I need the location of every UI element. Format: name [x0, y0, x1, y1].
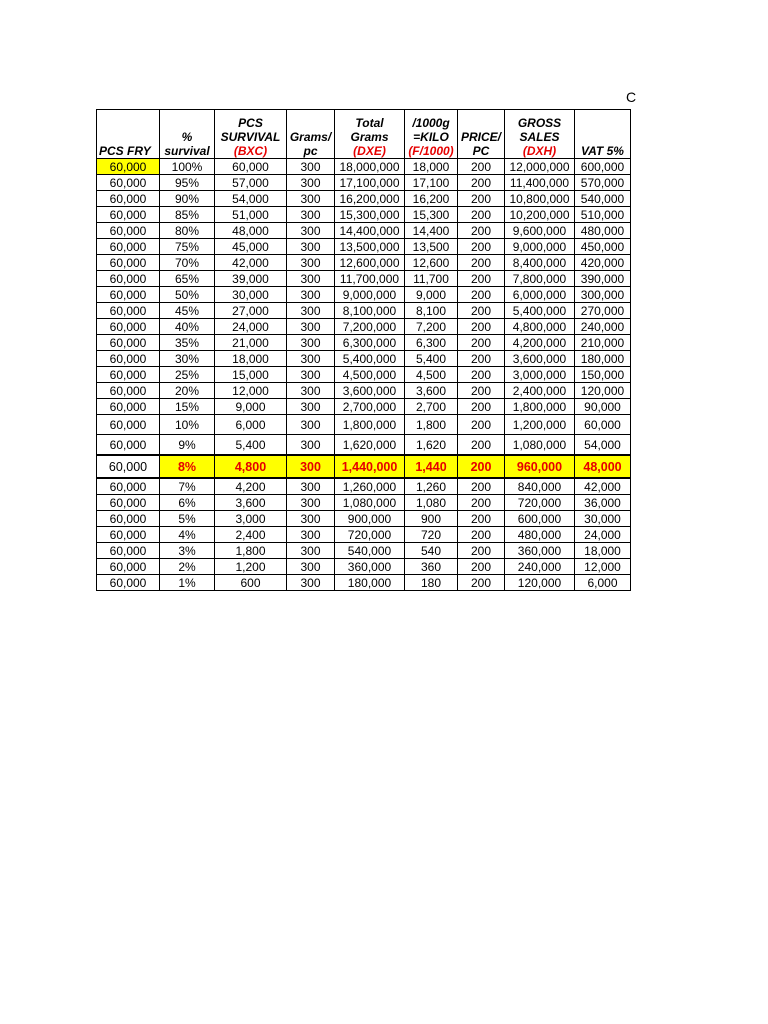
cell-pcs-fry[interactable]: 60,000	[97, 255, 160, 271]
cell-total-grams[interactable]: 4,500,000	[335, 367, 405, 383]
cell-pcs-survival[interactable]: 15,000	[215, 367, 287, 383]
cell-kilo[interactable]: 18,000	[405, 159, 458, 175]
cell-gross-sales[interactable]: 3,000,000	[505, 367, 575, 383]
cell-price-per-pc[interactable]: 200	[458, 435, 505, 456]
cell-pcs-survival[interactable]: 5,400	[215, 435, 287, 456]
table-row	[97, 367, 631, 383]
cell-price-per-pc[interactable]: 200	[458, 159, 505, 175]
cell-total-grams[interactable]: 11,700,000	[335, 271, 405, 287]
table-row	[97, 223, 631, 239]
cell-grams-per-pc[interactable]: 300	[287, 319, 335, 335]
cell-pcs-fry[interactable]: 60,000	[97, 415, 160, 435]
cell-grams-per-pc[interactable]: 300	[287, 575, 335, 591]
table-row	[97, 527, 631, 543]
cell-pcs-fry[interactable]: 60,000	[97, 478, 160, 495]
cell-pcs-fry[interactable]: 60,000	[97, 367, 160, 383]
table-row	[97, 207, 631, 223]
cell-grams-per-pc[interactable]: 300	[287, 191, 335, 207]
table-row	[97, 455, 631, 478]
cell-total-grams[interactable]: 9,000,000	[335, 287, 405, 303]
cell-pcs-fry[interactable]: 60,000	[97, 303, 160, 319]
cell-total-grams[interactable]: 720,000	[335, 527, 405, 543]
cell-percent-survival[interactable]: 7%	[160, 478, 215, 495]
cell-grams-per-pc[interactable]: 300	[287, 367, 335, 383]
cell-pcs-fry[interactable]: 60,000	[97, 191, 160, 207]
cell-price-per-pc[interactable]: 200	[458, 255, 505, 271]
table-row	[97, 383, 631, 399]
cell-gross-sales[interactable]: 11,400,000	[505, 175, 575, 191]
cell-percent-survival[interactable]: 2%	[160, 559, 215, 575]
table-row	[97, 287, 631, 303]
cell-kilo[interactable]: 180	[405, 575, 458, 591]
table-row	[97, 271, 631, 287]
cell-price-per-pc[interactable]: 200	[458, 191, 505, 207]
cell-percent-survival[interactable]: 35%	[160, 335, 215, 351]
cell-grams-per-pc[interactable]: 300	[287, 287, 335, 303]
cell-total-grams[interactable]: 3,600,000	[335, 383, 405, 399]
cell-vat[interactable]: 540,000	[575, 191, 631, 207]
cell-pcs-survival[interactable]: 27,000	[215, 303, 287, 319]
cell-gross-sales[interactable]: 5,400,000	[505, 303, 575, 319]
table-row	[97, 335, 631, 351]
header-total-grams: Total Grams (DXE)	[335, 110, 405, 159]
cell-vat[interactable]: 18,000	[575, 543, 631, 559]
cell-price-per-pc[interactable]: 200	[458, 335, 505, 351]
cell-gross-sales[interactable]: 960,000	[505, 455, 575, 478]
cell-kilo[interactable]: 6,300	[405, 335, 458, 351]
cell-price-per-pc[interactable]: 200	[458, 399, 505, 415]
cell-total-grams[interactable]: 6,300,000	[335, 335, 405, 351]
cell-pcs-survival[interactable]: 21,000	[215, 335, 287, 351]
header-gross-sales: GROSS SALES (DXH)	[505, 110, 575, 159]
cell-gross-sales[interactable]: 8,400,000	[505, 255, 575, 271]
table-row	[97, 415, 631, 435]
cell-pcs-survival[interactable]: 60,000	[215, 159, 287, 175]
cell-kilo[interactable]: 540	[405, 543, 458, 559]
cell-vat[interactable]: 240,000	[575, 319, 631, 335]
cell-price-per-pc[interactable]: 200	[458, 478, 505, 495]
cell-pcs-fry[interactable]: 60,000	[97, 175, 160, 191]
cell-grams-per-pc[interactable]: 300	[287, 351, 335, 367]
cell-price-per-pc[interactable]: 200	[458, 319, 505, 335]
cell-percent-survival[interactable]: 70%	[160, 255, 215, 271]
cell-pcs-fry[interactable]: 60,000	[97, 455, 160, 478]
cell-pcs-survival[interactable]: 600	[215, 575, 287, 591]
cell-grams-per-pc[interactable]: 300	[287, 435, 335, 456]
cell-gross-sales[interactable]: 9,600,000	[505, 223, 575, 239]
cell-pcs-fry[interactable]: 60,000	[97, 287, 160, 303]
cell-pcs-survival[interactable]: 1,200	[215, 559, 287, 575]
cell-kilo[interactable]: 1,080	[405, 495, 458, 511]
cell-grams-per-pc[interactable]: 300	[287, 239, 335, 255]
cell-total-grams[interactable]: 1,260,000	[335, 478, 405, 495]
cell-pcs-fry[interactable]: 60,000	[97, 159, 160, 175]
cell-grams-per-pc[interactable]: 300	[287, 383, 335, 399]
cell-percent-survival[interactable]: 1%	[160, 575, 215, 591]
cell-percent-survival[interactable]: 10%	[160, 415, 215, 435]
cell-gross-sales[interactable]: 480,000	[505, 527, 575, 543]
cell-gross-sales[interactable]: 4,200,000	[505, 335, 575, 351]
table-row	[97, 543, 631, 559]
cell-percent-survival[interactable]: 40%	[160, 319, 215, 335]
cell-price-per-pc[interactable]: 200	[458, 495, 505, 511]
cell-pcs-fry[interactable]: 60,000	[97, 335, 160, 351]
header-vat: VAT 5%	[575, 110, 631, 159]
table-row	[97, 575, 631, 591]
cell-total-grams[interactable]: 1,080,000	[335, 495, 405, 511]
cell-gross-sales[interactable]: 9,000,000	[505, 239, 575, 255]
cell-gross-sales[interactable]: 240,000	[505, 559, 575, 575]
table-row	[97, 175, 631, 191]
cell-kilo[interactable]: 1,440	[405, 455, 458, 478]
cell-pcs-survival[interactable]: 9,000	[215, 399, 287, 415]
cell-total-grams[interactable]: 1,620,000	[335, 435, 405, 456]
cell-total-grams[interactable]: 14,400,000	[335, 223, 405, 239]
cell-grams-per-pc[interactable]: 300	[287, 303, 335, 319]
cell-pcs-survival[interactable]: 6,000	[215, 415, 287, 435]
cell-pcs-survival[interactable]: 3,600	[215, 495, 287, 511]
cell-vat[interactable]: 6,000	[575, 575, 631, 591]
cell-pcs-fry[interactable]: 60,000	[97, 559, 160, 575]
cell-pcs-fry[interactable]: 60,000	[97, 495, 160, 511]
cell-price-per-pc[interactable]: 200	[458, 383, 505, 399]
cell-price-per-pc[interactable]: 200	[458, 239, 505, 255]
header-kilo: /1000g =KILO (F/1000)	[405, 110, 458, 159]
cell-kilo[interactable]: 13,500	[405, 239, 458, 255]
cell-kilo[interactable]: 7,200	[405, 319, 458, 335]
cell-grams-per-pc[interactable]: 300	[287, 415, 335, 435]
cell-price-per-pc[interactable]: 200	[458, 367, 505, 383]
table-row	[97, 191, 631, 207]
cell-gross-sales[interactable]: 720,000	[505, 495, 575, 511]
table-row	[97, 495, 631, 511]
cell-gross-sales[interactable]: 120,000	[505, 575, 575, 591]
cell-vat[interactable]: 600,000	[575, 159, 631, 175]
cell-vat[interactable]: 150,000	[575, 367, 631, 383]
cell-kilo[interactable]: 3,600	[405, 383, 458, 399]
cell-price-per-pc[interactable]: 200	[458, 527, 505, 543]
header-pcs-fry: PCS FRY	[97, 110, 160, 159]
cell-grams-per-pc[interactable]: 300	[287, 527, 335, 543]
cell-price-per-pc[interactable]: 200	[458, 303, 505, 319]
cell-pcs-survival[interactable]: 12,000	[215, 383, 287, 399]
cell-kilo[interactable]: 14,400	[405, 223, 458, 239]
cell-pcs-fry[interactable]: 60,000	[97, 223, 160, 239]
survival-sales-table	[96, 109, 631, 591]
header-price-per-pc: PRICE/ PC	[458, 110, 505, 159]
cell-gross-sales[interactable]: 6,000,000	[505, 287, 575, 303]
table-row	[97, 303, 631, 319]
cell-vat[interactable]: 390,000	[575, 271, 631, 287]
cell-vat[interactable]: 300,000	[575, 287, 631, 303]
table-row	[97, 351, 631, 367]
cell-price-per-pc[interactable]: 200	[458, 351, 505, 367]
cell-kilo[interactable]: 720	[405, 527, 458, 543]
table-row	[97, 559, 631, 575]
cell-total-grams[interactable]: 13,500,000	[335, 239, 405, 255]
cell-gross-sales[interactable]: 1,800,000	[505, 399, 575, 415]
cell-percent-survival[interactable]: 25%	[160, 367, 215, 383]
table-row	[97, 255, 631, 271]
cell-pcs-fry[interactable]: 60,000	[97, 435, 160, 456]
cell-percent-survival[interactable]: 5%	[160, 511, 215, 527]
cell-vat[interactable]: 510,000	[575, 207, 631, 223]
cell-pcs-survival[interactable]: 45,000	[215, 239, 287, 255]
cell-kilo[interactable]: 12,600	[405, 255, 458, 271]
cell-price-per-pc[interactable]: 200	[458, 287, 505, 303]
cell-grams-per-pc[interactable]: 300	[287, 271, 335, 287]
cell-pcs-fry[interactable]: 60,000	[97, 543, 160, 559]
cell-percent-survival[interactable]: 8%	[160, 455, 215, 478]
cell-percent-survival[interactable]: 4%	[160, 527, 215, 543]
cell-kilo[interactable]: 17,100	[405, 175, 458, 191]
cell-pcs-survival[interactable]: 51,000	[215, 207, 287, 223]
cell-kilo[interactable]: 2,700	[405, 399, 458, 415]
cell-grams-per-pc[interactable]: 300	[287, 207, 335, 223]
cell-percent-survival[interactable]: 65%	[160, 271, 215, 287]
cell-vat[interactable]: 12,000	[575, 559, 631, 575]
cell-total-grams[interactable]: 5,400,000	[335, 351, 405, 367]
cell-pcs-survival[interactable]: 42,000	[215, 255, 287, 271]
table-row	[97, 399, 631, 415]
cell-pcs-survival[interactable]: 24,000	[215, 319, 287, 335]
cell-kilo[interactable]: 1,800	[405, 415, 458, 435]
header-grams-per-pc: Grams/ pc	[287, 110, 335, 159]
cell-vat[interactable]: 42,000	[575, 478, 631, 495]
cell-pcs-fry[interactable]: 60,000	[97, 239, 160, 255]
cell-total-grams[interactable]: 1,440,000	[335, 455, 405, 478]
cell-pcs-fry[interactable]: 60,000	[97, 527, 160, 543]
cell-percent-survival[interactable]: 9%	[160, 435, 215, 456]
table-row	[97, 435, 631, 456]
cell-total-grams[interactable]: 360,000	[335, 559, 405, 575]
cell-vat[interactable]: 210,000	[575, 335, 631, 351]
cell-price-per-pc[interactable]: 200	[458, 575, 505, 591]
cell-price-per-pc[interactable]: 200	[458, 543, 505, 559]
cell-vat[interactable]: 24,000	[575, 527, 631, 543]
table-row	[97, 159, 631, 175]
cell-vat[interactable]: 270,000	[575, 303, 631, 319]
cell-total-grams[interactable]: 540,000	[335, 543, 405, 559]
cell-percent-survival[interactable]: 85%	[160, 207, 215, 223]
cell-percent-survival[interactable]: 100%	[160, 159, 215, 175]
cell-gross-sales[interactable]: 10,800,000	[505, 191, 575, 207]
table-row	[97, 511, 631, 527]
cell-gross-sales[interactable]: 12,000,000	[505, 159, 575, 175]
cell-kilo[interactable]: 900	[405, 511, 458, 527]
cell-percent-survival[interactable]: 50%	[160, 287, 215, 303]
cell-vat[interactable]: 480,000	[575, 223, 631, 239]
cell-gross-sales[interactable]: 840,000	[505, 478, 575, 495]
cell-price-per-pc[interactable]: 200	[458, 271, 505, 287]
cell-pcs-survival[interactable]: 39,000	[215, 271, 287, 287]
cell-kilo[interactable]: 360	[405, 559, 458, 575]
cell-grams-per-pc[interactable]: 300	[287, 255, 335, 271]
cell-total-grams[interactable]: 17,100,000	[335, 175, 405, 191]
cell-vat[interactable]: 36,000	[575, 495, 631, 511]
cell-pcs-fry[interactable]: 60,000	[97, 351, 160, 367]
cell-pcs-survival[interactable]: 4,200	[215, 478, 287, 495]
cell-pcs-survival[interactable]: 57,000	[215, 175, 287, 191]
cell-total-grams[interactable]: 7,200,000	[335, 319, 405, 335]
cell-price-per-pc[interactable]: 200	[458, 175, 505, 191]
cell-pcs-survival[interactable]: 1,800	[215, 543, 287, 559]
cell-kilo[interactable]: 4,500	[405, 367, 458, 383]
cell-vat[interactable]: 90,000	[575, 399, 631, 415]
cell-total-grams[interactable]: 2,700,000	[335, 399, 405, 415]
cell-vat[interactable]: 420,000	[575, 255, 631, 271]
cell-pcs-survival[interactable]: 54,000	[215, 191, 287, 207]
cell-vat[interactable]: 54,000	[575, 435, 631, 456]
table-row	[97, 239, 631, 255]
cell-pcs-survival[interactable]: 48,000	[215, 223, 287, 239]
cell-pcs-survival[interactable]: 18,000	[215, 351, 287, 367]
cell-pcs-fry[interactable]: 60,000	[97, 575, 160, 591]
cell-kilo[interactable]: 1,260	[405, 478, 458, 495]
cell-kilo[interactable]: 11,700	[405, 271, 458, 287]
cell-pcs-fry[interactable]: 60,000	[97, 399, 160, 415]
cell-total-grams[interactable]: 15,300,000	[335, 207, 405, 223]
cell-total-grams[interactable]: 18,000,000	[335, 159, 405, 175]
cell-vat[interactable]: 120,000	[575, 383, 631, 399]
cell-grams-per-pc[interactable]: 300	[287, 478, 335, 495]
cell-grams-per-pc[interactable]: 300	[287, 495, 335, 511]
cell-gross-sales[interactable]: 360,000	[505, 543, 575, 559]
cell-vat[interactable]: 570,000	[575, 175, 631, 191]
cell-pcs-survival[interactable]: 4,800	[215, 455, 287, 478]
cell-vat[interactable]: 180,000	[575, 351, 631, 367]
cell-grams-per-pc[interactable]: 300	[287, 399, 335, 415]
cell-total-grams[interactable]: 1,800,000	[335, 415, 405, 435]
header-pcs-survival: PCS SURVIVAL (BXC)	[215, 110, 287, 159]
cell-pcs-fry[interactable]: 60,000	[97, 319, 160, 335]
cell-total-grams[interactable]: 900,000	[335, 511, 405, 527]
table-row	[97, 319, 631, 335]
cell-grams-per-pc[interactable]: 300	[287, 159, 335, 175]
cell-gross-sales[interactable]: 600,000	[505, 511, 575, 527]
cell-percent-survival[interactable]: 75%	[160, 239, 215, 255]
cell-kilo[interactable]: 16,200	[405, 191, 458, 207]
cell-total-grams[interactable]: 8,100,000	[335, 303, 405, 319]
cell-percent-survival[interactable]: 90%	[160, 191, 215, 207]
cell-vat[interactable]: 30,000	[575, 511, 631, 527]
cell-grams-per-pc[interactable]: 300	[287, 335, 335, 351]
header-row	[97, 110, 631, 159]
cell-gross-sales[interactable]: 10,200,000	[505, 207, 575, 223]
cell-percent-survival[interactable]: 3%	[160, 543, 215, 559]
cell-grams-per-pc[interactable]: 300	[287, 455, 335, 478]
cell-price-per-pc[interactable]: 200	[458, 455, 505, 478]
cell-grams-per-pc[interactable]: 300	[287, 223, 335, 239]
cell-price-per-pc[interactable]: 200	[458, 207, 505, 223]
corner-letter: C	[626, 89, 637, 105]
cell-pcs-fry[interactable]: 60,000	[97, 511, 160, 527]
cell-grams-per-pc[interactable]: 300	[287, 543, 335, 559]
cell-kilo[interactable]: 9,000	[405, 287, 458, 303]
cell-pcs-survival[interactable]: 3,000	[215, 511, 287, 527]
cell-vat[interactable]: 450,000	[575, 239, 631, 255]
cell-grams-per-pc[interactable]: 300	[287, 175, 335, 191]
cell-price-per-pc[interactable]: 200	[458, 559, 505, 575]
cell-total-grams[interactable]: 12,600,000	[335, 255, 405, 271]
cell-gross-sales[interactable]: 1,200,000	[505, 415, 575, 435]
cell-gross-sales[interactable]: 3,600,000	[505, 351, 575, 367]
cell-grams-per-pc[interactable]: 300	[287, 559, 335, 575]
cell-total-grams[interactable]: 16,200,000	[335, 191, 405, 207]
cell-pcs-survival[interactable]: 2,400	[215, 527, 287, 543]
header-percent-survival: % survival	[160, 110, 215, 159]
cell-vat[interactable]: 48,000	[575, 455, 631, 478]
cell-percent-survival[interactable]: 15%	[160, 399, 215, 415]
cell-gross-sales[interactable]: 2,400,000	[505, 383, 575, 399]
cell-kilo[interactable]: 8,100	[405, 303, 458, 319]
cell-pcs-fry[interactable]: 60,000	[97, 383, 160, 399]
cell-kilo[interactable]: 15,300	[405, 207, 458, 223]
cell-percent-survival[interactable]: 20%	[160, 383, 215, 399]
cell-vat[interactable]: 60,000	[575, 415, 631, 435]
cell-percent-survival[interactable]: 80%	[160, 223, 215, 239]
cell-pcs-fry[interactable]: 60,000	[97, 271, 160, 287]
cell-percent-survival[interactable]: 95%	[160, 175, 215, 191]
cell-percent-survival[interactable]: 45%	[160, 303, 215, 319]
cell-total-grams[interactable]: 180,000	[335, 575, 405, 591]
cell-price-per-pc[interactable]: 200	[458, 415, 505, 435]
table-body	[97, 159, 631, 591]
cell-gross-sales[interactable]: 4,800,000	[505, 319, 575, 335]
cell-pcs-survival[interactable]: 30,000	[215, 287, 287, 303]
cell-kilo[interactable]: 1,620	[405, 435, 458, 456]
cell-pcs-fry[interactable]: 60,000	[97, 207, 160, 223]
cell-price-per-pc[interactable]: 200	[458, 223, 505, 239]
cell-percent-survival[interactable]: 30%	[160, 351, 215, 367]
cell-price-per-pc[interactable]: 200	[458, 511, 505, 527]
table-row	[97, 478, 631, 495]
cell-gross-sales[interactable]: 7,800,000	[505, 271, 575, 287]
cell-grams-per-pc[interactable]: 300	[287, 511, 335, 527]
cell-percent-survival[interactable]: 6%	[160, 495, 215, 511]
cell-kilo[interactable]: 5,400	[405, 351, 458, 367]
cell-gross-sales[interactable]: 1,080,000	[505, 435, 575, 456]
